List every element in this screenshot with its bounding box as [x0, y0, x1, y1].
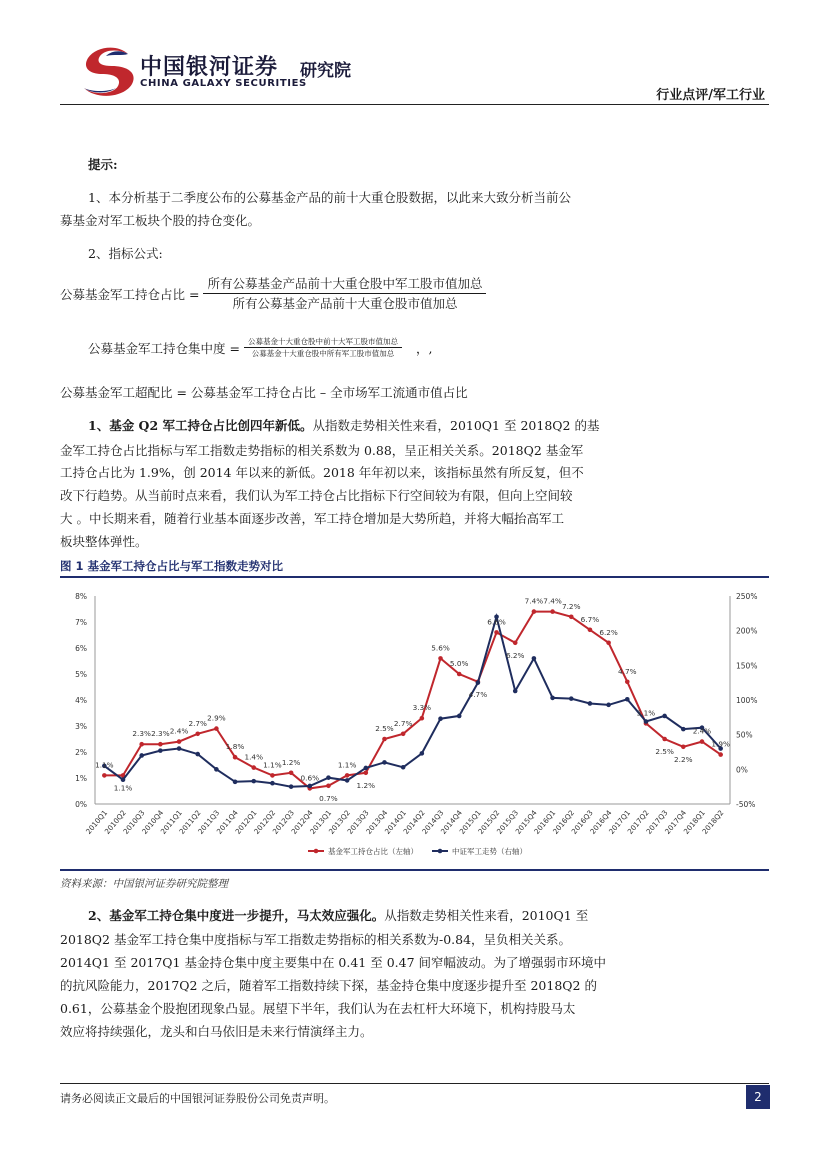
holding-ratio-point — [457, 672, 462, 677]
x-tick-label: 2010Q2 — [102, 808, 128, 836]
military-index-point — [625, 697, 630, 702]
holding-ratio-data-label: 2.3% — [132, 729, 151, 739]
holding-ratio-data-label: 7.2% — [561, 601, 581, 611]
holding-ratio-point — [625, 680, 630, 685]
figure-bottom-rule — [60, 869, 769, 871]
holding-ratio-point — [233, 755, 238, 760]
legend-military-index-label: 中证军工走势（右轴） — [452, 847, 527, 856]
military-index-point — [345, 778, 350, 783]
logo-institute-name: 研究院 — [300, 61, 351, 81]
military-index-point — [382, 760, 387, 765]
holding-ratio-data-label: 6.2% — [505, 650, 525, 660]
formula-overweight: 公募基金军工超配比 = 公募基金军工持仓占比 – 全市场军工流通市值占比 — [60, 385, 468, 400]
formula1-denominator: 所有公募基金产品前十大重仓股市值加总 — [232, 296, 458, 311]
holding-ratio-data-label: 3.1% — [636, 708, 656, 718]
section1-line1-rest: 从指数走势相关性来看，2010Q1 至 2018Q2 的基 — [312, 418, 600, 433]
military-index-point — [532, 656, 537, 661]
x-tick-label: 2014Q2 — [401, 808, 427, 836]
x-tick-label: 2011Q2 — [177, 808, 203, 836]
holding-ratio-data-label: 4.7% — [618, 666, 637, 676]
y-right-tick-label: 200% — [736, 626, 758, 636]
military-index-point — [681, 727, 686, 732]
military-index-point — [307, 784, 312, 789]
holding-ratio-point — [270, 773, 275, 778]
x-tick-label: 2013Q1 — [308, 808, 334, 836]
footer-divider — [60, 1083, 769, 1084]
x-tick-label: 2015Q4 — [513, 808, 539, 836]
hint-item-1-cont: 募基金对军工板块个股的持仓变化。 — [60, 213, 261, 228]
holding-ratio-point — [569, 615, 574, 620]
military-index-point — [364, 766, 369, 771]
section1-lead: 1、基金 Q2 军工持仓占比创四年新低。 — [88, 418, 313, 433]
hints-title: 提示: — [88, 157, 118, 172]
holding-ratio-data-label: 1.1% — [113, 783, 133, 793]
y-left-tick-label: 5% — [75, 670, 87, 679]
holding-ratio-data-label: 5.6% — [431, 643, 450, 653]
holding-ratio-data-label: 1.1% — [337, 760, 357, 770]
military-index-point — [662, 714, 667, 719]
holding-ratio-data-label: 1.2% — [356, 780, 376, 790]
holding-ratio-point — [177, 739, 182, 744]
x-tick-label: 2011Q4 — [214, 808, 240, 836]
holding-ratio-point — [195, 732, 200, 737]
holding-ratio-data-label: 1.1% — [95, 760, 114, 770]
holding-ratio-point — [700, 739, 705, 744]
x-tick-label: 2015Q2 — [476, 808, 502, 836]
holding-ratio-data-label: 2.3% — [151, 729, 170, 739]
legend-holding-ratio-marker — [314, 849, 319, 854]
holding-ratio-data-label: 7.4% — [543, 596, 562, 606]
x-tick-label: 2011Q3 — [196, 808, 222, 836]
military-index-point — [550, 696, 555, 701]
section1-line2: 金军工持仓占比指标与军工指数走势指标的相关系数为 0.88，呈正相关关系。2018Q2 基金军 — [60, 443, 584, 458]
figure-source: 资料来源：中国银河证券研究院整理 — [60, 878, 228, 890]
x-tick-label: 2014Q1 — [382, 808, 409, 836]
formula2-denominator: 公募基金十大重仓股中所有军工股市值加总 — [251, 349, 395, 358]
holding-ratio-point — [345, 773, 350, 778]
holding-ratio-data-label: 2.4% — [169, 726, 189, 736]
holding-ratio-point — [588, 628, 593, 633]
x-tick-label: 2014Q3 — [420, 808, 446, 836]
holding-ratio-point — [420, 716, 425, 721]
holding-ratio-data-label: 1.8% — [225, 742, 245, 752]
military-index-point — [270, 781, 275, 786]
y-left-tick-label: 0% — [75, 800, 87, 809]
holding-ratio-point — [326, 784, 331, 789]
y-right-tick-label: 50% — [736, 730, 753, 740]
hint-item-2: 2、指标公式: — [88, 246, 163, 261]
military-index-point — [513, 689, 518, 694]
x-tick-label: 2011Q1 — [158, 808, 184, 836]
section2-lead: 2、基金军工持仓集中度进一步提升，马太效应强化。 — [88, 908, 385, 923]
military-index-point — [121, 777, 126, 782]
y-left-tick-label: 1% — [75, 774, 87, 783]
holding-ratio-point — [364, 771, 369, 776]
military-index-point — [457, 714, 462, 719]
holding-ratio-point — [718, 752, 723, 757]
header-divider — [60, 104, 769, 105]
holding-ratio-point — [532, 609, 537, 614]
x-tick-label: 2016Q1 — [532, 808, 558, 836]
x-tick-label: 2015Q3 — [494, 808, 521, 836]
section2-line1 — [88, 903, 588, 928]
legend-military-index-marker — [438, 849, 443, 854]
y-left-tick-label: 7% — [75, 618, 87, 627]
logo-english-name: CHINA GALAXY SECURITIES — [140, 78, 307, 89]
logo-company-name: 中国银河证券 — [140, 55, 279, 80]
x-tick-label: 2013Q3 — [345, 808, 371, 836]
military-index-point — [401, 765, 406, 770]
holding-ratio-data-label: 0.6% — [300, 773, 320, 783]
formula2-tail: ，, — [415, 340, 433, 356]
galaxy-logo-icon — [78, 44, 140, 96]
formula1-lhs: 公募基金军工持仓占比 = — [60, 286, 200, 302]
x-tick-label: 2013Q2 — [326, 808, 352, 836]
military-index-point — [177, 746, 182, 751]
formula1-fraction — [203, 274, 486, 313]
military-index-point — [195, 752, 200, 757]
y-left-tick-label: 8% — [75, 592, 87, 601]
holding-ratio-point — [550, 609, 555, 614]
holding-ratio-data-label: 1.2% — [281, 757, 301, 767]
military-index-point — [251, 779, 256, 784]
holding-ratio-point — [102, 773, 107, 778]
section2-line4: 的抗风险能力，2017Q2 之后，随着军工指数持续下探，基金持仓集中度逐步提升至 2018Q2 的 — [60, 978, 597, 993]
legend-holding-ratio-label: 基金军工持仓占比（左轴） — [328, 847, 418, 856]
military-index-point — [438, 716, 443, 721]
military-index-point — [214, 767, 219, 772]
holding-ratio-point — [494, 630, 499, 635]
holding-ratio-data-label: 2.5% — [655, 747, 674, 756]
y-right-tick-label: 150% — [736, 661, 758, 671]
x-tick-label: 2016Q2 — [550, 808, 577, 836]
holding-ratio-point — [401, 732, 406, 737]
holding-ratio-point — [606, 641, 611, 646]
x-tick-label: 2013Q4 — [364, 808, 390, 836]
military-index-point — [644, 719, 649, 724]
x-tick-label: 2012Q4 — [289, 808, 315, 836]
y-left-tick-label: 6% — [75, 644, 87, 653]
section2-line3: 2014Q1 至 2017Q1 基金持仓集中度主要集中在 0.41 至 0.47 间窄幅波动。为了增强弱市环境中 — [60, 955, 607, 970]
holding-ratio-data-label: 1.4% — [244, 752, 264, 762]
holding-ratio-point — [662, 737, 667, 742]
formula-holding-ratio — [60, 274, 486, 313]
y-right-tick-label: 250% — [736, 592, 758, 601]
holding-ratio-data-label: 3.3% — [412, 703, 432, 713]
x-tick-label: 2010Q4 — [139, 808, 166, 836]
formula1-numerator: 所有公募基金产品前十大重仓股中军工股市值加总 — [203, 274, 486, 294]
holding-ratio-data-label: 2.9% — [207, 713, 226, 723]
holding-ratio-point — [438, 656, 443, 661]
holding-ratio-data-label: 2.7% — [188, 718, 207, 728]
section2-line6: 效应将持续强化，龙头和白马依旧是未来行情演绎主力。 — [60, 1024, 373, 1039]
section1-line1 — [88, 413, 599, 438]
holding-ratio-data-label: 1.1% — [263, 760, 282, 770]
military-index-point — [139, 753, 144, 758]
section1-line5: 大 。中长期来看，随着行业基本面逐步改善，军工持仓增加是大势所趋，并将大幅抬高军工 — [60, 511, 564, 526]
x-tick-label: 2017Q1 — [606, 808, 633, 836]
section1-line4: 改下行趋势。从当前时点来看，我们认为军工持仓占比指标下行空间较为有限，但向上空间较 — [60, 488, 573, 503]
holding-ratio-data-label: 2.2% — [674, 754, 693, 764]
holding-ratio-point — [158, 742, 163, 747]
holding-ratio-data-label: 2.4% — [692, 726, 712, 736]
x-tick-label: 2012Q3 — [270, 808, 296, 836]
figure-top-rule — [60, 576, 769, 578]
holding-ratio-data-label: 7.4% — [524, 596, 544, 606]
x-tick-label: 2015Q1 — [457, 808, 483, 836]
x-tick-label: 2010Q1 — [83, 808, 110, 836]
holding-ratio-point — [382, 737, 387, 742]
x-tick-label: 2018Q2 — [700, 808, 726, 836]
x-tick-label: 2016Q4 — [588, 808, 614, 836]
hint-item-1: 1、本分析基于二季度公布的公募基金产品的前十大重仓股数据，以此来大致分析当前公 — [88, 190, 571, 205]
holding-ratio-point — [289, 771, 294, 776]
military-index-point — [476, 680, 481, 685]
holding-ratio-data-label: 4.7% — [468, 689, 488, 699]
holding-ratio-data-label: 2.7% — [393, 718, 413, 728]
holding-ratio-point — [214, 726, 219, 731]
y-right-tick-label: 100% — [736, 696, 758, 705]
section1-line6: 板块整体弹性。 — [60, 534, 148, 549]
report-type: 行业点评/军工行业 — [656, 88, 765, 103]
holding-ratio-data-label: 0.7% — [319, 793, 338, 803]
x-tick-label: 2017Q4 — [662, 808, 689, 836]
formula2-fraction — [244, 336, 402, 359]
x-tick-label: 2017Q3 — [644, 808, 670, 836]
military-index-line — [104, 614, 720, 787]
x-tick-label: 2018Q1 — [681, 808, 707, 836]
x-tick-label: 2014Q4 — [438, 808, 465, 836]
section2-line2: 2018Q2 基金军工持仓集中度指标与军工指数走势指标的相关系数为-0.84，呈负相关关系。 — [60, 932, 572, 947]
holding-ratio-point — [251, 765, 256, 770]
x-tick-label: 2016Q3 — [569, 808, 595, 836]
holding-vs-index-chart — [60, 582, 769, 867]
x-tick-label: 2012Q1 — [233, 808, 259, 836]
military-index-point — [420, 751, 425, 756]
military-index-point — [289, 784, 294, 789]
military-index-point — [569, 696, 574, 701]
formula-concentration — [88, 336, 432, 359]
holding-ratio-point — [513, 641, 518, 646]
military-index-point — [326, 775, 331, 780]
holding-ratio-point — [139, 742, 144, 747]
y-left-tick-label: 3% — [75, 722, 87, 731]
y-right-tick-label: 0% — [736, 765, 748, 775]
holding-ratio-data-label: 6.2% — [599, 627, 618, 637]
military-index-point — [158, 748, 163, 753]
y-left-tick-label: 4% — [75, 696, 87, 705]
military-index-point — [233, 780, 238, 785]
section1-line3: 工持仓占比为 1.9%，创 2014 年以来的新低。2018 年年初以来，该指标虽然有所反复，但不 — [60, 465, 584, 480]
holding-ratio-data-label: 6.7% — [580, 614, 600, 624]
footer-disclaimer: 请务必阅读正文最后的中国银河证券股份公司免责声明。 — [60, 1092, 335, 1105]
holding-ratio-point — [681, 745, 686, 750]
holding-ratio-data-label: 5.0% — [449, 659, 469, 668]
page-number: 2 — [746, 1085, 770, 1109]
military-index-point — [606, 703, 611, 708]
x-tick-label: 2010Q3 — [121, 808, 147, 836]
figure-title: 图 1 基金军工持仓占比与军工指数走势对比 — [60, 559, 284, 573]
holding-ratio-data-label: 2.5% — [375, 724, 394, 733]
x-tick-label: 2012Q2 — [252, 808, 278, 836]
y-right-tick-label: -50% — [736, 800, 756, 809]
x-tick-label: 2017Q2 — [625, 808, 651, 836]
section2-line5: 0.61，公募基金个股抱团现象凸显。展望下半年，我们认为在去杠杆大环境下，机构持股马太 — [60, 1001, 576, 1016]
y-left-tick-label: 2% — [75, 748, 87, 757]
section2-line1-rest: 从指数走势相关性来看，2010Q1 至 — [384, 908, 589, 923]
formula2-numerator: 公募基金十大重仓股中前十大军工股市值加总 — [244, 336, 402, 348]
holding-ratio-data-label: 6.6% — [487, 617, 506, 627]
military-index-point — [588, 701, 593, 706]
holding-ratio-data-label: 1.9% — [711, 739, 730, 749]
formula2-lhs: 公募基金军工持仓集中度 = — [88, 340, 240, 356]
